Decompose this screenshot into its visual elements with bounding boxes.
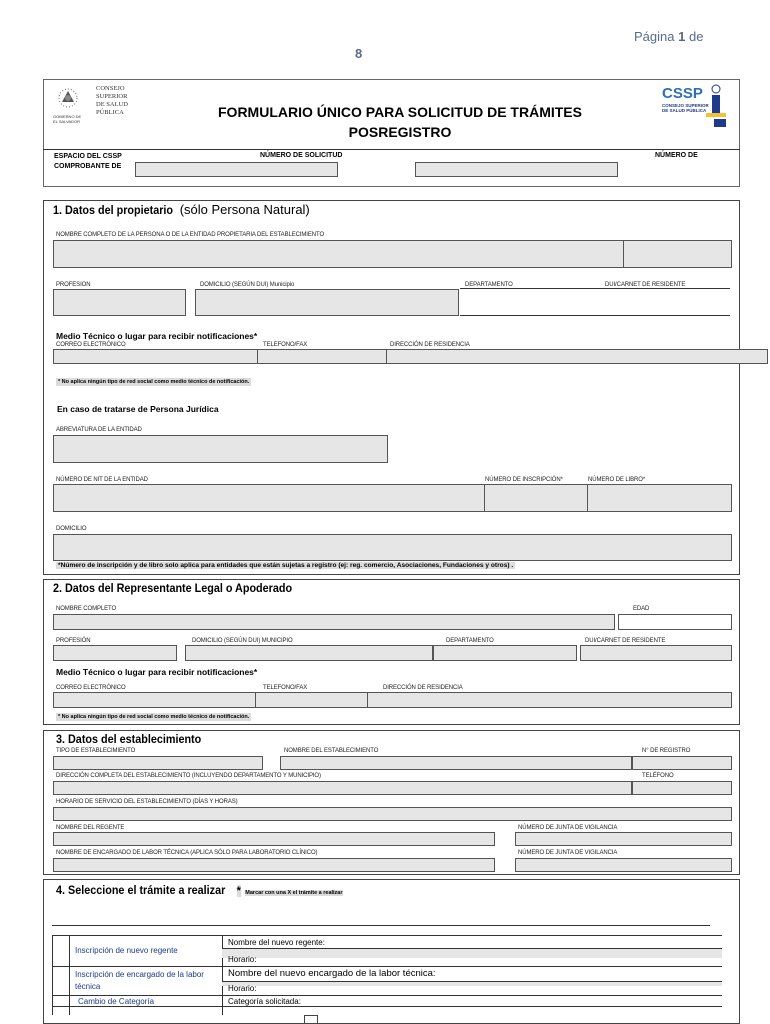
s2-nombre-field[interactable]	[53, 614, 615, 630]
section-2-title: 2. Datos del Representante Legal o Apoderado	[53, 581, 293, 595]
form-title: FORMULARIO ÚNICO PARA SOLICITUD DE TRÁMITES	[218, 104, 582, 120]
comprobante-field[interactable]	[135, 162, 338, 177]
s1-nombre-label: NOMBRE COMPLETO DE LA PERSONA O DE LA ENTIDAD PROPIETARIA DEL ESTABLECIMIENTO	[56, 232, 325, 238]
s1-profesion-label: PROFESION	[56, 282, 91, 288]
logo-small: DE SALUD PÚBLICA	[662, 108, 707, 113]
s1-domicilio2-field[interactable]	[53, 534, 732, 561]
comprobante-label: COMPROBANTE DE	[54, 163, 122, 170]
page-total: 8	[355, 46, 363, 61]
section-1-title: 1. Datos del propietario	[53, 203, 174, 217]
s2-correo-label: CORREO ELECTRÓNICO	[56, 685, 126, 691]
s2-profesion-label: PROFESIÓN	[56, 638, 91, 644]
s1-domicilio-field[interactable]	[195, 289, 459, 316]
logo-right	[660, 83, 730, 133]
s3-regente-label: NOMBRE DEL REGENTE	[56, 825, 125, 831]
page-of: de	[688, 29, 704, 44]
logo-line: CONSEJO	[96, 85, 125, 92]
small-checkbox[interactable]	[304, 1015, 318, 1024]
s1-telefono-label: TELEFONO/FAX	[263, 342, 308, 348]
s1-inscripcion-label: NÚMERO DE INSCRIPCIÓN*	[485, 477, 563, 483]
s2-note: * No aplica ningún tipo de red social como medio técnico de notificación.	[58, 714, 250, 720]
s2-correo-field[interactable]	[53, 692, 732, 708]
numero-de-label: NÚMERO DE	[655, 152, 698, 159]
tramite-checkbox[interactable]	[53, 967, 69, 995]
s3-encargado-field[interactable]	[53, 858, 495, 872]
tramite-field-label: Horario:	[228, 955, 257, 964]
s1-domicilio-label: DOMICILIO (SEGÚN DUI) Municipio	[200, 282, 295, 288]
tramite-label: Inscripción de nuevo regente	[75, 946, 178, 955]
s1-footnote: *Número de inscripción y de libro solo aplica para entidades que están sujetas a registro (ej: reg. comercio, Asociaciones, Fundaciones y otros) .	[58, 562, 514, 569]
s1-abreviatura-field[interactable]	[53, 435, 388, 463]
tramite-field-label: Nombre del nuevo encargado de la labor técnica:	[228, 968, 436, 979]
s1-nit-field[interactable]	[53, 484, 732, 512]
section-1-title-extra: (sólo Persona Natural)	[179, 202, 310, 217]
s2-nombre-label: NOMBRE COMPLETO	[56, 606, 117, 612]
s3-junta1-field[interactable]	[515, 832, 732, 846]
coat-of-arms-icon	[56, 86, 80, 112]
s3-nombre-field[interactable]	[280, 756, 632, 770]
s3-telefono-field[interactable]	[632, 781, 732, 795]
section-4-title: 4. Seleccione el trámite a realizar	[56, 883, 226, 897]
tramite-label: Cambio de Categoría	[78, 997, 155, 1006]
s1-direccion-label: DIRECCIÓN DE RESIDENCIA	[390, 342, 470, 348]
s3-telefono-label: TELÉFONO	[642, 773, 674, 779]
s1-libro-label: NÚMERO DE LIBRO*	[588, 477, 646, 483]
s1-correo-field[interactable]	[53, 349, 768, 364]
form-subtitle: POSREGISTRO	[348, 124, 452, 140]
page-label: Página	[634, 29, 675, 44]
s3-horario-label: HORARIO DE SERVICIO DEL ESTABLECIMIENTO (DÍAS Y HORAS)	[56, 799, 238, 805]
logo-small: CONSEJO SUPERIOR	[662, 103, 709, 108]
tramite-field-label: Horario:	[228, 984, 257, 993]
s3-junta2-label: NÚMERO DE JUNTA DE VIGILANCIA	[518, 850, 618, 856]
s3-direccion-field[interactable]	[53, 781, 632, 795]
s3-horario-field[interactable]	[53, 807, 732, 821]
s1-nombre-field[interactable]	[53, 240, 732, 268]
s2-departamento-field[interactable]	[433, 645, 577, 661]
logo-line: DE SALUD	[96, 101, 128, 108]
logo-small: GOBIERNO DE	[53, 114, 82, 119]
espacio-label: ESPACIO DEL CSSP	[54, 153, 122, 160]
tramite-field-label: Categoría solicitada:	[228, 997, 301, 1006]
s1-profesion-field[interactable]	[53, 289, 186, 316]
s1-correo-label: CORREO ELECTRÓNICO	[56, 342, 126, 348]
s1-nit-label: NÚMERO DE NIT DE LA ENTIDAD	[56, 477, 148, 483]
s1-departamento-label: DEPARTAMENTO	[465, 282, 513, 288]
s2-telefono-label: TELEFONO/FAX	[263, 685, 308, 691]
s4-star: *	[236, 885, 241, 897]
s3-registro-field[interactable]	[632, 756, 732, 770]
s3-direccion-label: DIRECCIÓN COMPLETA DEL ESTABLECIMIENTO (INCLUYENDO DEPARTAMENTO Y MUNICIPIO)	[56, 773, 321, 779]
logo-line: PÚBLICA	[96, 109, 124, 116]
numero-solicitud-field[interactable]	[415, 162, 618, 177]
tramite-checkbox[interactable]	[53, 936, 69, 966]
numero-solicitud-label: NÚMERO DE SOLICITUD	[260, 152, 343, 159]
s2-medio-label: Medio Técnico o lugar para recibir notificaciones*	[56, 667, 258, 677]
s3-encargado-label: NOMBRE DE ENCARGADO DE LABOR TÉCNICA (APLICA SÓLO PARA LABORATORIO CLÍNICO)	[56, 850, 318, 856]
logo-line: SUPERIOR	[96, 93, 128, 100]
s3-junta2-field[interactable]	[515, 858, 732, 872]
figure-icon	[704, 83, 728, 129]
logo-small: EL SALVADOR	[53, 119, 81, 124]
s3-regente-field[interactable]	[53, 832, 495, 846]
s1-domicilio2-label: DOMICILIO	[56, 526, 87, 532]
s1-abreviatura-label: ABREVIATURA DE LA ENTIDAD	[56, 427, 142, 433]
s2-dui-field[interactable]	[580, 645, 732, 661]
s1-medio-label: Medio Técnico o lugar para recibir notificaciones*	[56, 331, 258, 341]
s2-profesion-field[interactable]	[53, 645, 177, 661]
logo-cssp: CSSP	[662, 85, 703, 102]
tramite-field-label: Nombre del nuevo regente:	[228, 938, 325, 947]
s3-junta1-label: NÚMERO DE JUNTA DE VIGILANCIA	[518, 825, 618, 831]
tramite-checkbox[interactable]	[53, 996, 69, 1006]
s2-edad-field[interactable]	[618, 614, 732, 630]
s2-edad-label: EDAD	[633, 606, 650, 612]
tramite-label: Inscripción de encargado de la labor técnica	[75, 970, 204, 991]
s2-direccion-label: DIRECCIÓN DE RESIDENCIA	[383, 685, 463, 691]
s4-hint: Marcar con una X el trámite a realizar	[245, 890, 343, 896]
logo-left	[52, 84, 142, 134]
s1-juridica-label: En caso de tratarse de Persona Jurídica	[57, 404, 219, 414]
s3-nombre-label: NOMBRE DEL ESTABLECIMIENTO	[284, 748, 379, 754]
s3-tipo-field[interactable]	[53, 756, 263, 770]
s2-dui-label: DUI/CARNET DE RESIDENTE	[585, 638, 666, 644]
s2-domicilio-field[interactable]	[185, 645, 433, 661]
page-current: 1	[678, 29, 686, 44]
s3-tipo-label: TIPO DE ESTABLECIMIENTO	[56, 748, 136, 754]
s1-dui-label: DUI/CARNET DE RESIDENTE	[605, 282, 686, 288]
section-3-title: 3. Datos del establecimiento	[56, 732, 202, 746]
s3-registro-label: N° DE REGISTRO	[642, 748, 691, 754]
s2-domicilio-label: DOMICILIO (SEGÚN DUI) MUNICIPIO	[192, 638, 293, 644]
s2-departamento-label: DEPARTAMENTO	[446, 638, 494, 644]
s1-note: * No aplica ningún tipo de red social como medio técnico de notificación.	[58, 379, 250, 385]
